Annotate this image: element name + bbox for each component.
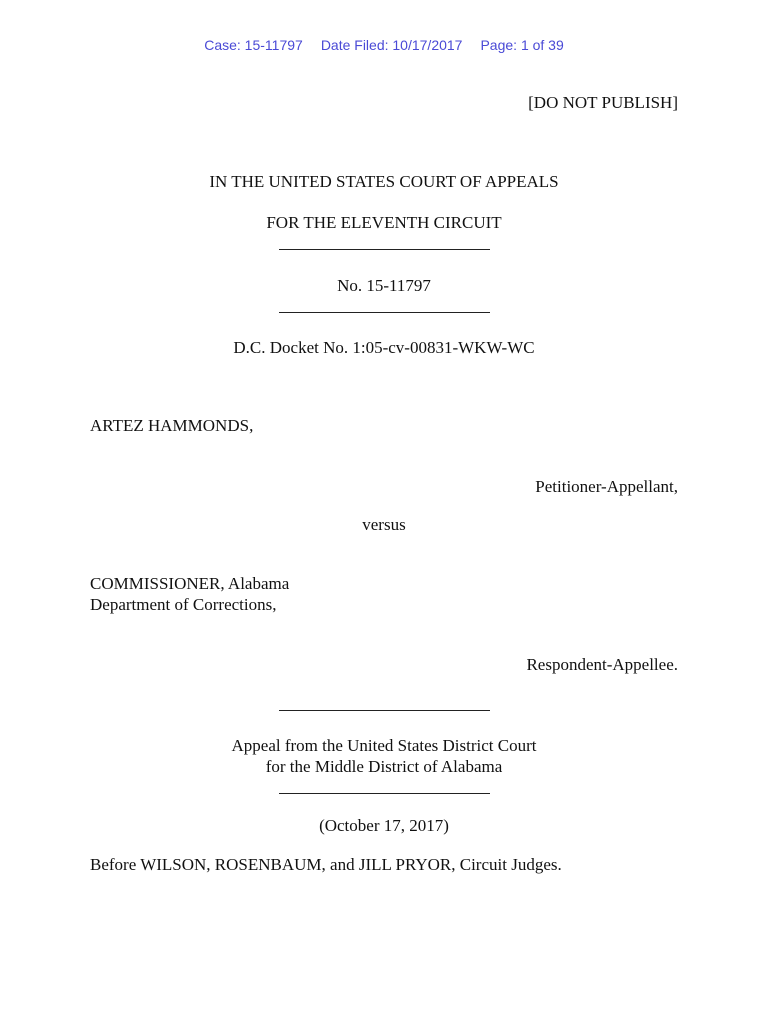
divider-rule (279, 312, 490, 313)
docket-number: D.C. Docket No. 1:05-cv-00831-WKW-WC (233, 338, 535, 357)
case-number: No. 15-11797 (337, 276, 431, 295)
versus-label: versus (362, 515, 406, 534)
filing-header (0, 37, 768, 53)
date-filed-stamp: Date Filed: 10/17/2017 (320, 37, 463, 53)
petitioner-name: ARTEZ HAMMONDS, (90, 416, 254, 435)
appeal-line1: Appeal from the United States District Court (231, 736, 537, 755)
petitioner-role: Petitioner-Appellant, (535, 477, 678, 496)
respondent-role: Respondent-Appellee. (526, 655, 678, 674)
circuit-name: FOR THE ELEVENTH CIRCUIT (266, 213, 502, 232)
panel-judges: Before WILSON, ROSENBAUM, and JILL PRYOR, Circuit Judges. (90, 855, 562, 874)
respondent-name-line2: Department of Corrections, (90, 595, 277, 614)
appeal-line2: for the Middle District of Alabama (265, 757, 503, 776)
divider-rule (279, 710, 490, 711)
court-name: IN THE UNITED STATES COURT OF APPEALS (209, 172, 559, 191)
respondent-name-line1: COMMISSIONER, Alabama (90, 574, 290, 593)
decision-date: (October 17, 2017) (319, 816, 449, 835)
divider-rule (279, 249, 490, 250)
divider-rule (279, 793, 490, 794)
publish-note: [DO NOT PUBLISH] (528, 93, 678, 112)
case-number-stamp: Case: 15-11797 (204, 37, 303, 53)
page-count-stamp: Page: 1 of 39 (480, 37, 564, 53)
